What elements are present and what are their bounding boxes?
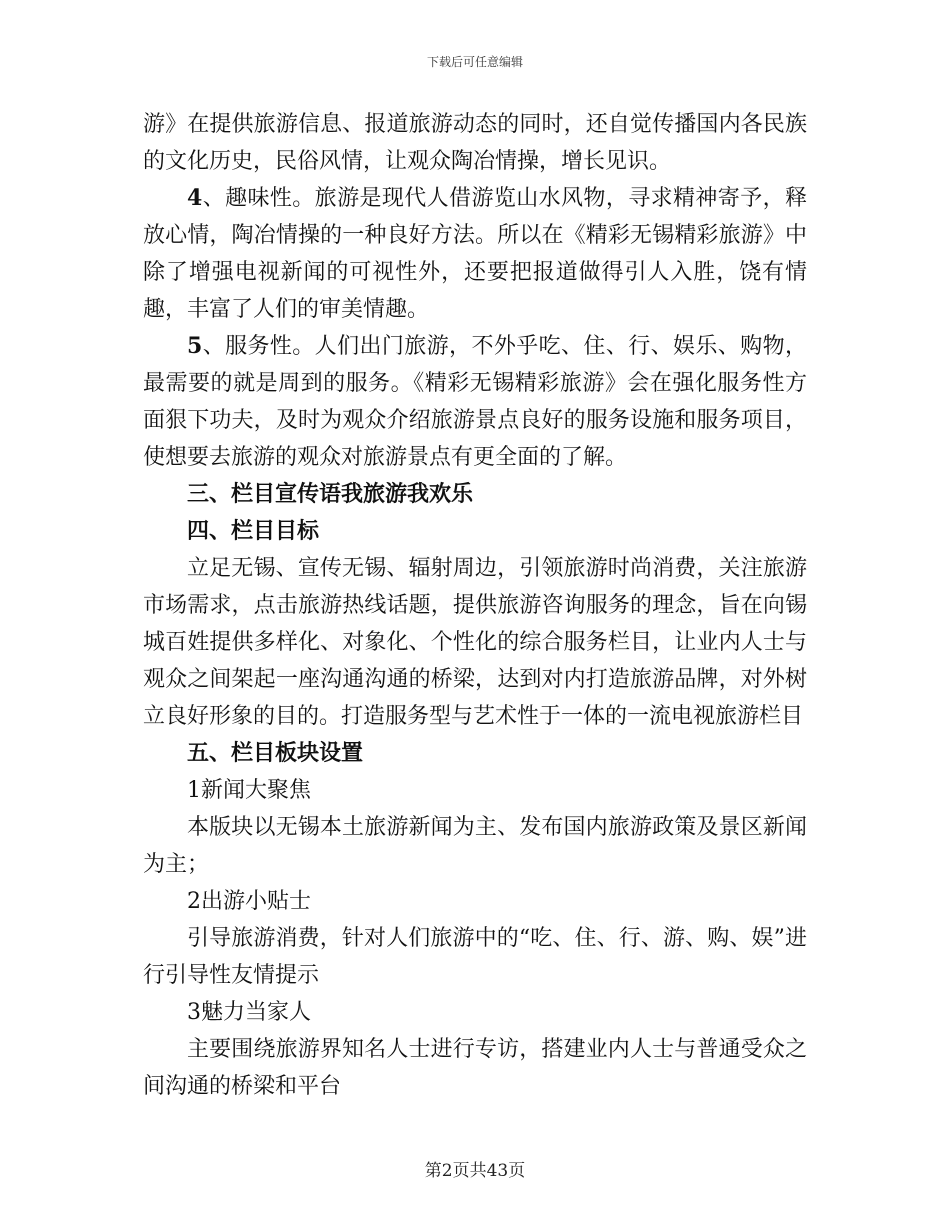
paragraph-text: 、趣味性。旅游是现代人借游览山水风物，寻求精神寄予，释放心情，陶冶情操的一种良好方法。所以在《精彩无锡精彩旅游》中除了增强电视新闻的可视性外，还要把报道做得引人入胜，饶有情趣，丰富了人们的审美情趣。: [143, 186, 807, 322]
item-number: 5: [187, 333, 203, 359]
section-heading-segments: 五、栏目板块设置: [187, 740, 364, 766]
item-number: 4: [187, 185, 203, 211]
section-heading-goals: 四、栏目目标: [187, 518, 320, 544]
paragraph-text: 、服务性。人们出门旅游，不外乎吃、住、行、娱乐、购物，最需要的就是周到的服务。《精彩无锡精彩旅游》会在强化服务性方面狠下功夫，及时为观众介绍旅游景点良好的服务设施和服务项目，使想要去旅游的观众对旅游景点有更全面的了解。: [143, 334, 807, 470]
paragraph-goals: 立足无锡、宣传无锡、辐射周边，引领旅游时尚消费，关注旅游市场需求，点击旅游热线话题，提供旅游咨询服务的理念，旨在向锡城百姓提供多样化、对象化、个性化的综合服务栏目，让业内人士与观众之间架起一座沟通沟通的桥梁，达到对内打造旅游品牌，对外树立良好形象的目的。打造服务型与艺术性于一体的一流电视旅游栏目: [143, 556, 807, 729]
page-header: 下载后可任意编辑: [426, 55, 523, 69]
section-heading-slogan: 三、栏目宣传语我旅游我欢乐: [187, 481, 474, 507]
segment-body-tips: 引导旅游消费，针对人们旅游中的“吃、住、行、游、购、娱”进行引导性友情提示: [143, 926, 807, 988]
segment-body-news: 本版块以无锡本土旅游新闻为主、发布国内旅游政策及景区新闻为主；: [143, 815, 807, 877]
document-body: [143, 106, 807, 1105]
page-number: 第2页共43页: [424, 1161, 526, 1181]
paragraph-interest: [143, 180, 807, 328]
segment-body-people: 主要围绕旅游界知名人士进行专访，搭建业内人士与普通受众之间沟通的桥梁和平台: [143, 1037, 807, 1099]
segment-title-news: 1新闻大聚焦: [187, 778, 311, 803]
segment-title-people: 3魅力当家人: [187, 1000, 311, 1025]
paragraph-service: [143, 328, 807, 476]
paragraph-continuation: 游》在提供旅游信息、报道旅游动态的同时，还自觉传播国内各民族的文化历史，民俗风情，让观众陶冶情操，增长见识。: [143, 112, 807, 174]
segment-title-tips: 2出游小贴士: [187, 889, 311, 914]
